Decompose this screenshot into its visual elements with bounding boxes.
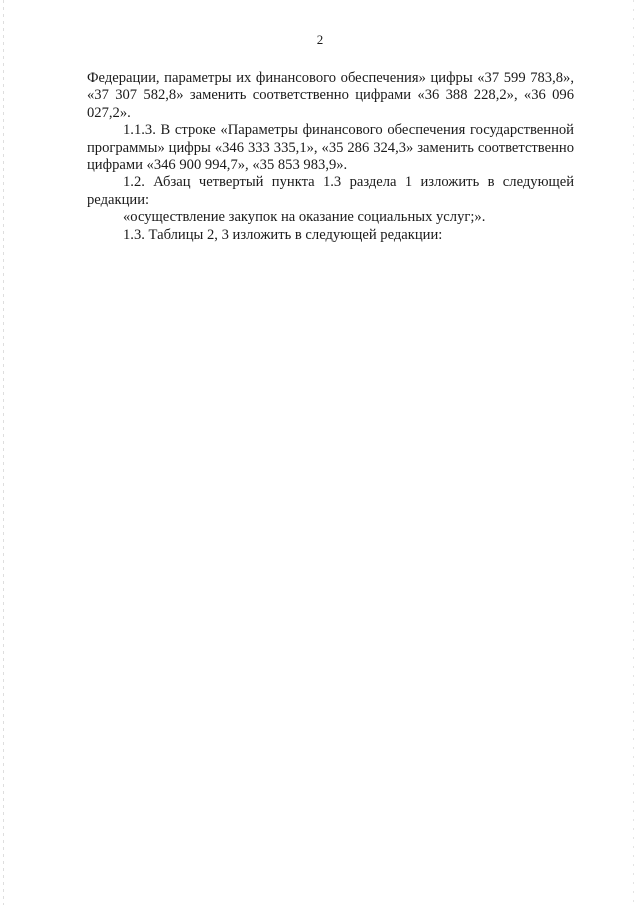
scan-edge-right: [633, 0, 634, 905]
paragraph-quote-procurement: «осуществление закупок на оказание социальных услуг;».: [123, 209, 486, 226]
document-body: [87, 70, 574, 244]
paragraph-1-1-3: 1.1.3. В строке «Параметры финансового обеспечения государственной программы» цифры «346 333 335,1», «35 286 324,3» заменить соответственно цифрами «346 900 994,7», «35 853 983,9».: [87, 122, 574, 174]
paragraph-federation-figures: Федерации, параметры их финансового обеспечения» цифры «37 599 783,8», «37 307 582,8» заменить соответственно цифрами «36 388 228,2», «36 096 027,2».: [87, 70, 574, 121]
paragraph-1-2: 1.2. Абзац четвертый пункта 1.3 раздела 1 изложить в следующей редакции:: [87, 174, 574, 208]
paragraph-1-3: 1.3. Таблицы 2, 3 изложить в следующей редакции:: [123, 226, 443, 243]
page-number: 2: [316, 32, 324, 47]
scan-edge-left: [3, 0, 4, 905]
